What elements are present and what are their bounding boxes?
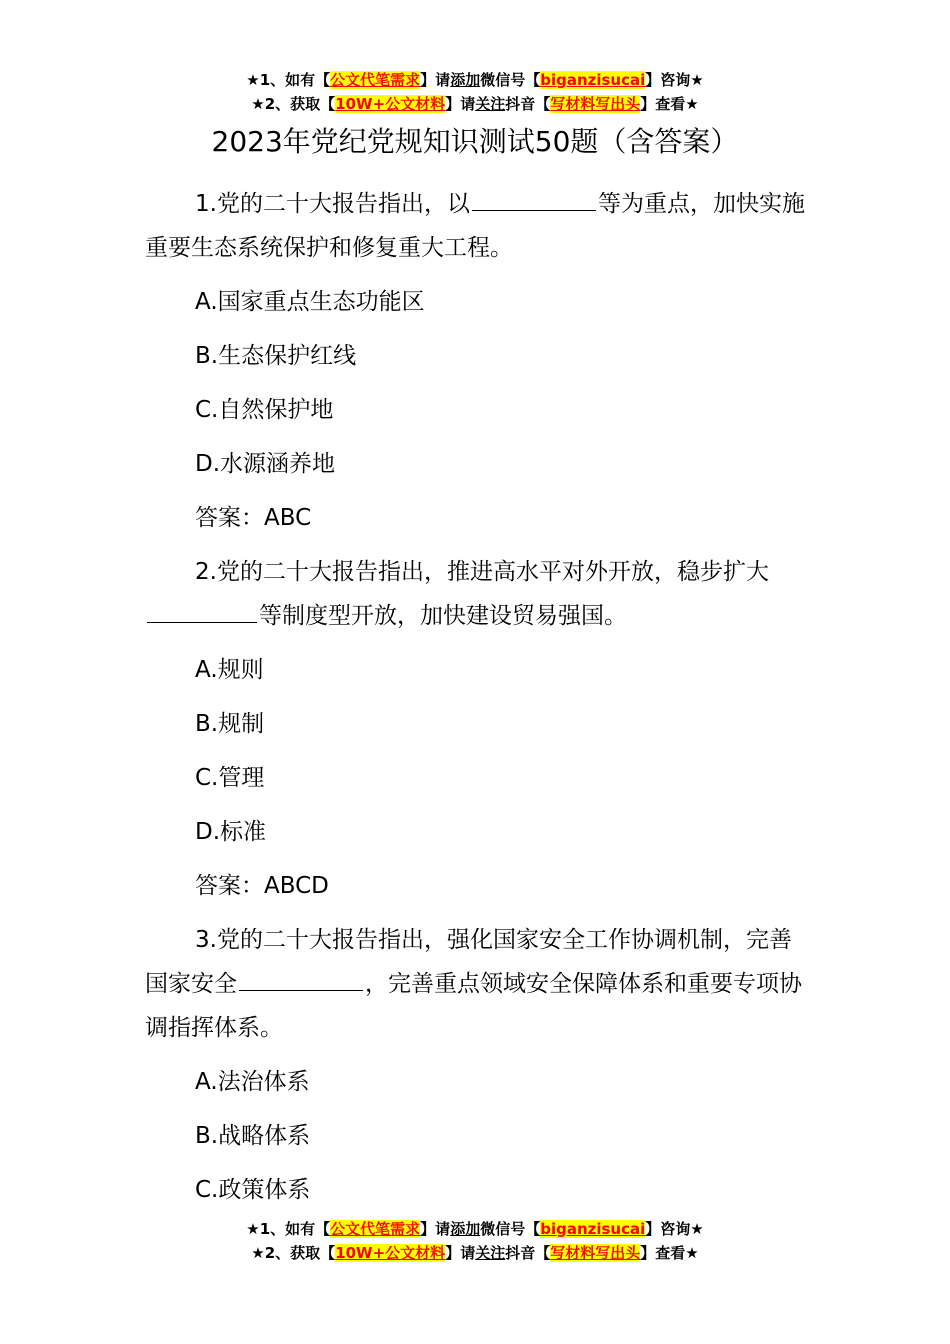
option-a: A.规则 — [195, 657, 264, 683]
answer-blank — [239, 970, 363, 991]
banner-douyin-id: 写材料写出头 — [550, 1244, 641, 1262]
banner-highlight: 公文代笔需求 — [330, 1220, 421, 1238]
option-c: C.管理 — [195, 765, 265, 791]
option-a: A.法治体系 — [195, 1069, 310, 1095]
answer-text: 答案：ABC — [195, 505, 312, 531]
option-c: C.自然保护地 — [195, 397, 334, 423]
question-stem: 1.党的二十大报告指出，以 等为重点，加快实施重要生态系统保护和修复重大工程。 — [145, 191, 805, 261]
option-d: D.水源涵养地 — [195, 451, 336, 477]
option-b: B.战略体系 — [195, 1123, 311, 1149]
footer-banner — [0, 1217, 950, 1265]
question-list — [145, 182, 810, 1222]
banner-wechat-id: biganzisucai — [540, 71, 646, 89]
banner-highlight: 10W+公文材料 — [335, 95, 446, 113]
header-banner — [0, 68, 950, 116]
question-stem: 3.党的二十大报告指出，强化国家安全工作协调机制，完善国家安全 ，完善重点领域安全保障体系和重要专项协调指挥体系。 — [145, 927, 802, 1041]
banner-line-1: ★1、如有【公文代笔需求】请添加微信号【biganzisucai】咨询★ — [246, 1220, 704, 1238]
page-title: 2023年党纪党规知识测试50题（含答案） — [211, 125, 739, 158]
banner-line-2: ★2、获取【10W+公文材料】请关注抖音【写材料写出头】查看★ — [251, 1244, 699, 1262]
answer-blank — [147, 602, 257, 623]
option-a: A.国家重点生态功能区 — [195, 289, 425, 315]
banner-line-1: ★1、如有【公文代笔需求】请添加微信号【biganzisucai】咨询★ — [246, 71, 704, 89]
answer-blank — [472, 190, 596, 211]
answer-text: 答案：ABCD — [195, 873, 329, 899]
question-stem: 2.党的二十大报告指出，推进高水平对外开放，稳步扩大等制度型开放，加快建设贸易强国。 — [145, 550, 810, 638]
banner-line-2: ★2、获取【10W+公文材料】请关注抖音【写材料写出头】查看★ — [251, 95, 699, 113]
option-b: B.生态保护红线 — [195, 343, 357, 369]
option-b: B.规制 — [195, 711, 265, 737]
banner-highlight: 10W+公文材料 — [335, 1244, 446, 1262]
banner-highlight: 公文代笔需求 — [330, 71, 421, 89]
option-c: C.政策体系 — [195, 1177, 311, 1203]
banner-wechat-id: biganzisucai — [540, 1220, 646, 1238]
banner-douyin-id: 写材料写出头 — [550, 95, 641, 113]
option-d: D.标准 — [195, 819, 267, 845]
